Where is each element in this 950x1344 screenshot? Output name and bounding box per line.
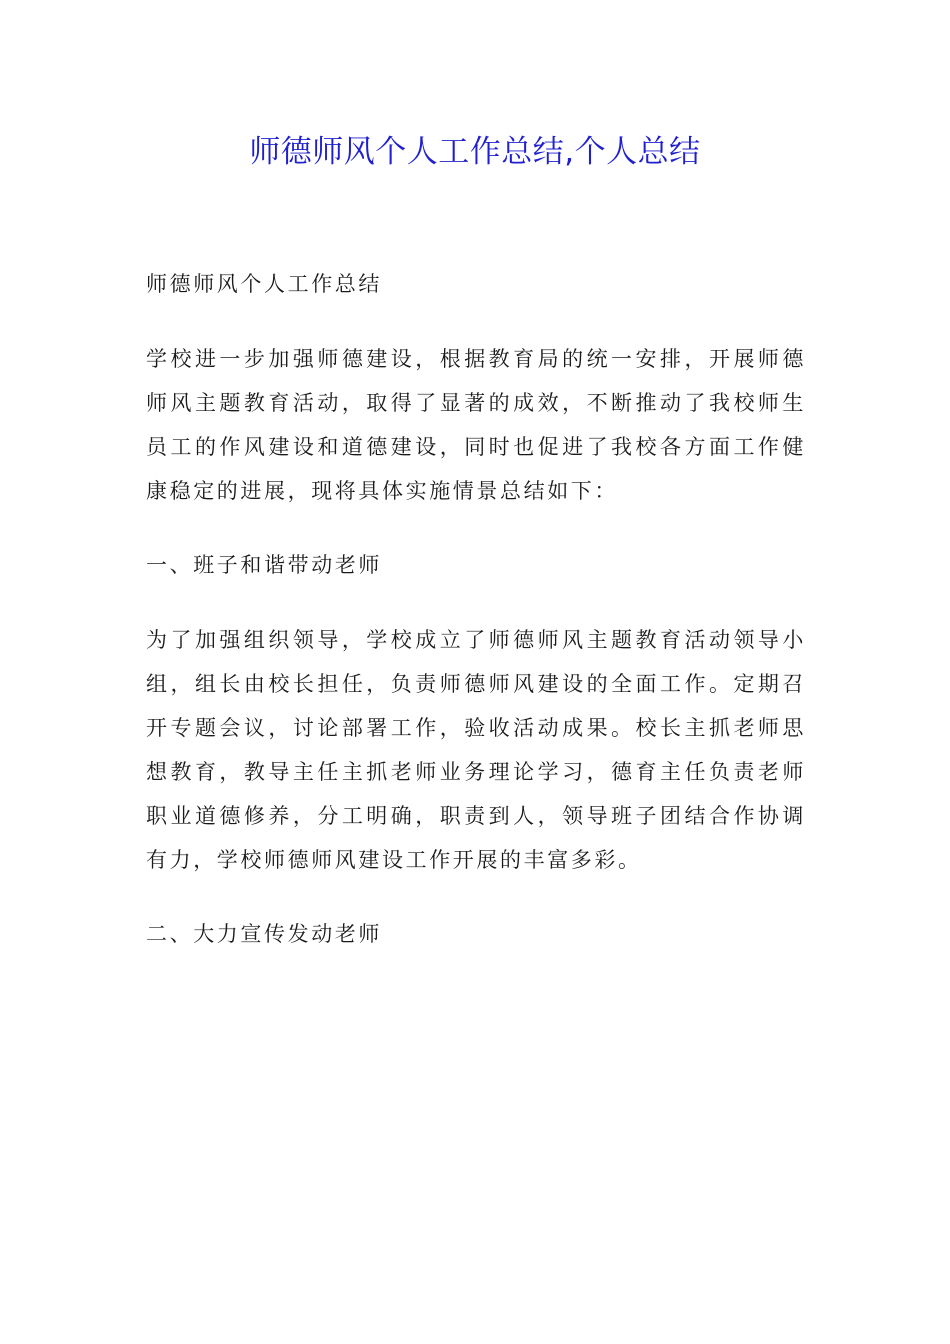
document-body xyxy=(146,262,806,987)
document-title: 师德师风个人工作总结,个人总结 xyxy=(249,134,701,170)
section-heading-two: 二、大力宣传发动老师 xyxy=(146,922,382,946)
section-heading-one: 一、班子和谐带动老师 xyxy=(146,553,382,577)
body-paragraph: 学校进一步加强师德建设，根据教育局的统一安排，开展师德师风主题教育活动，取得了显著的成效，不断推动了我校师生员工的作风建设和道德建设，同时也促进了我校各方面工作健康稳定的进展，现将具体实施情景总结如下： xyxy=(146,346,806,503)
body-paragraph: 为了加强组织领导，学校成立了师德师风主题教育活动领导小组，组长由校长担任，负责师德师风建设的全面工作。定期召开专题会议，讨论部署工作，验收活动成果。校长主抓老师思想教育，教导主任主抓老师业务理论学习，德育主任负责老师职业道德修养，分工明确，职责到人，领导班子团结合作协调有力，学校师德师风建设工作开展的丰富多彩。 xyxy=(146,627,806,872)
section-heading-intro: 师德师风个人工作总结 xyxy=(146,272,382,296)
